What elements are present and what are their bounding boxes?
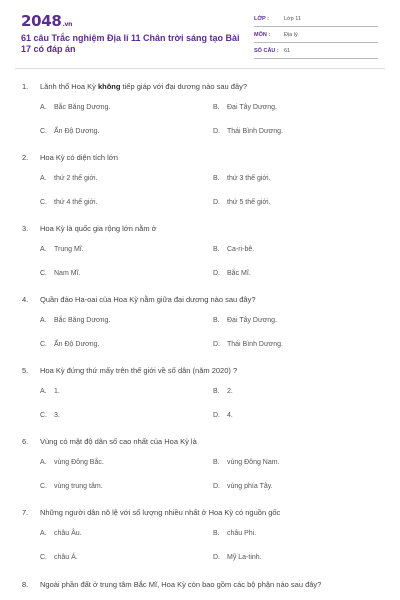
option-text: Thái Bình Dương. [227, 341, 283, 348]
option-letter: A. [40, 317, 47, 324]
option-c[interactable] [40, 128, 99, 135]
option-letter: D. [213, 199, 220, 206]
option-text: 2. [227, 388, 233, 395]
option-letter: B. [213, 388, 220, 395]
option-text: Đại Tây Dương. [227, 317, 277, 324]
question-number: 5. [22, 366, 29, 375]
option-letter: B. [213, 175, 220, 182]
option-a[interactable] [40, 246, 84, 253]
question-number: 1. [22, 82, 29, 91]
question-text-emphasis: không [97, 82, 121, 91]
option-text: châu Á. [54, 554, 78, 561]
question-number: 2. [22, 153, 29, 162]
option-letter: B. [213, 530, 220, 537]
option-letter: B. [213, 104, 220, 111]
meta-class-label: LỚP : [254, 16, 269, 22]
option-text: Mỹ La-tinh. [227, 554, 262, 561]
option-b[interactable] [213, 388, 233, 395]
option-text: Ấn Độ Dương. [54, 341, 100, 348]
option-b[interactable] [213, 530, 256, 537]
option-a[interactable] [40, 317, 110, 324]
meta-class-value: Lớp 11 [284, 16, 301, 22]
option-text: vùng trung tâm. [54, 483, 103, 490]
option-text: Trung Mĩ. [54, 246, 84, 253]
option-letter: D. [213, 341, 220, 348]
option-text: Bắc Mĩ. [227, 270, 251, 277]
question-4 [0, 295, 400, 361]
question-text: Vùng có mật độ dân số cao nhất của Hoa Kỳ là [40, 437, 197, 446]
option-text: Ấn Độ Dương. [54, 128, 100, 135]
option-b[interactable] [213, 246, 254, 253]
document-title: 61 câu Trắc nghiệm Địa lí 11 Chân trời sáng tạo Bài 17 có đáp án [21, 33, 240, 54]
question-text: Ngoài phần đất ở trung tâm Bắc Mĩ, Hoa Kỳ còn bao gồm các bộ phận nào sau đây? [40, 580, 322, 589]
option-a[interactable] [40, 459, 104, 466]
question-text: Quần đảo Ha-oai của Hoa Kỳ nằm giữa đại dương nào sau đây? [40, 295, 256, 304]
option-d[interactable] [213, 270, 251, 277]
option-c[interactable] [40, 483, 103, 490]
option-text: Đại Tây Dương. [227, 104, 277, 111]
option-text: Thái Bình Dương. [227, 128, 283, 135]
logo-main-text: 2048 [21, 12, 62, 30]
option-letter: C. [40, 270, 47, 277]
option-letter: A. [40, 175, 47, 182]
question-1 [0, 82, 400, 148]
option-text: thứ 3 thế giới. [227, 175, 271, 182]
option-letter: C. [40, 412, 47, 419]
option-b[interactable] [213, 175, 271, 182]
option-d[interactable] [213, 412, 233, 419]
option-text: thứ 2 thế giới. [54, 175, 98, 182]
header-divider [15, 68, 385, 69]
option-c[interactable] [40, 554, 78, 561]
site-logo[interactable] [21, 12, 72, 30]
option-letter: B. [213, 317, 220, 324]
option-letter: B. [213, 459, 220, 466]
option-a[interactable] [40, 530, 82, 537]
option-d[interactable] [213, 341, 283, 348]
option-d[interactable] [213, 483, 273, 490]
question-number: 8. [22, 580, 29, 589]
option-letter: C. [40, 128, 47, 135]
logo-domain-text: .vn [62, 21, 73, 28]
option-text: châu Phi. [227, 530, 257, 537]
option-a[interactable] [40, 104, 110, 111]
option-a[interactable] [40, 175, 98, 182]
option-b[interactable] [213, 317, 277, 324]
question-text-part: Lãnh thổ Hoa Kỳ [40, 82, 98, 91]
question-number: 4. [22, 295, 29, 304]
option-text: 3. [54, 412, 60, 419]
option-letter: A. [40, 388, 47, 395]
option-c[interactable] [40, 199, 98, 206]
question-text: Những người dân nô lệ với số lượng nhiều nhất ở Hoa Kỳ có nguồn gốc [40, 508, 281, 517]
option-letter: D. [213, 412, 220, 419]
option-d[interactable] [213, 128, 283, 135]
option-letter: C. [40, 341, 47, 348]
meta-subject-value: Địa lý [284, 32, 298, 38]
question-number: 7. [22, 508, 29, 517]
option-a[interactable] [40, 388, 60, 395]
option-text: châu Âu. [54, 530, 82, 537]
option-text: thứ 5 thế giới. [227, 199, 271, 206]
option-b[interactable] [213, 459, 280, 466]
meta-count-row [254, 47, 378, 59]
option-letter: A. [40, 246, 47, 253]
meta-class-row [254, 15, 378, 27]
meta-subject-label: MÔN : [254, 32, 271, 38]
question-number: 3. [22, 224, 29, 233]
question-3 [0, 224, 400, 290]
option-text: thứ 4 thế giới. [54, 199, 98, 206]
question-text: Hoa Kỳ có diện tích lớn [40, 153, 118, 162]
question-2 [0, 153, 400, 219]
option-letter: D. [213, 270, 220, 277]
option-text: 1. [54, 388, 60, 395]
option-d[interactable] [213, 554, 262, 561]
option-text: vùng phía Tây. [227, 483, 273, 490]
question-text [40, 82, 390, 91]
question-8 [0, 580, 400, 594]
option-letter: C. [40, 199, 47, 206]
question-text: Hoa Kỳ là quốc gia rộng lớn nằm ở [40, 224, 157, 233]
option-letter: D. [213, 554, 220, 561]
meta-subject-row [254, 31, 378, 43]
question-number: 6. [22, 437, 29, 446]
option-letter: A. [40, 104, 47, 111]
option-letter: A. [40, 530, 47, 537]
option-text: Nam Mĩ. [54, 270, 81, 277]
option-text: Ca-ri-bê. [227, 246, 255, 253]
meta-count-label: SỐ CÂU : [254, 48, 279, 54]
option-text: Bắc Băng Dương. [54, 317, 111, 324]
option-text: Bắc Băng Dương. [54, 104, 111, 111]
option-d[interactable] [213, 199, 271, 206]
option-letter: C. [40, 483, 47, 490]
option-letter: B. [213, 246, 220, 253]
option-letter: A. [40, 459, 47, 466]
option-b[interactable] [213, 104, 277, 111]
option-c[interactable] [40, 341, 99, 348]
option-c[interactable] [40, 270, 80, 277]
option-text: 4. [227, 412, 233, 419]
option-c[interactable] [40, 412, 60, 419]
option-letter: C. [40, 554, 47, 561]
option-letter: D. [213, 128, 220, 135]
question-5 [0, 366, 400, 432]
option-text: vùng Đông Nam. [227, 459, 280, 466]
document-header [0, 0, 400, 70]
option-letter: D. [213, 483, 220, 490]
question-text: Hoa Kỳ đứng thứ mấy trên thế giới về số dân (năm 2020) ? [40, 366, 238, 375]
option-text: vùng Đông Bắc. [54, 459, 104, 466]
meta-count-value: 61 [284, 48, 291, 54]
question-7 [0, 508, 400, 574]
question-6 [0, 437, 400, 503]
question-text-part: tiếp giáp với đại dương nào sau đây? [120, 82, 248, 91]
